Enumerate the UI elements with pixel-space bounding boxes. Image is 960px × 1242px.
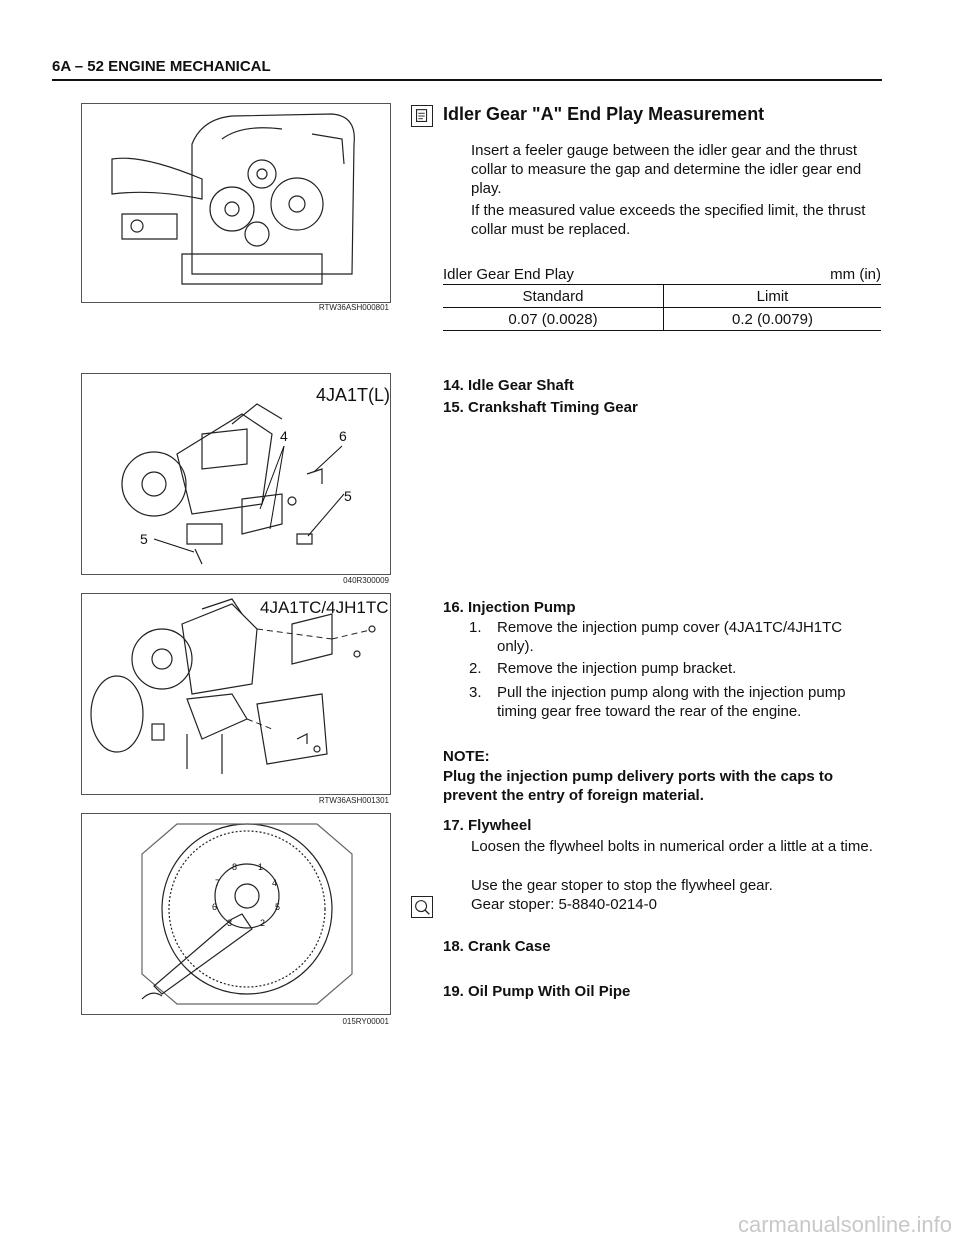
spec-value-limit: 0.2 (0.0079)	[732, 310, 813, 328]
callout-6: 6	[339, 428, 347, 444]
note-label: NOTE:	[443, 748, 490, 765]
figure-label: 4JA1T(L)	[316, 385, 390, 405]
step-15: 15. Crankshaft Timing Gear	[443, 399, 638, 416]
step-19: 19. Oil Pump With Oil Pipe	[443, 983, 631, 1000]
step-18: 18. Crank Case	[443, 938, 551, 955]
spec-value-standard: 0.07 (0.0028)	[443, 308, 664, 331]
flywheel-illustration	[82, 814, 390, 1014]
figure-idle-gear-shaft	[81, 373, 391, 575]
bolt-number-5: 5	[275, 902, 281, 912]
step-16-item-2-num: 2.	[469, 660, 482, 677]
step-17-line-1: Loosen the flywheel bolts in numerical order a little at a time.	[471, 838, 873, 855]
callout-5-right: 5	[344, 488, 352, 504]
step-17-line-2: Use the gear stoper to stop the flywheel gear.	[471, 877, 773, 894]
inspection-icon	[411, 105, 433, 127]
note-text: Plug the injection pump delivery ports with the caps to prevent the entry of foreign material.	[443, 768, 834, 804]
bolt-number-7: 7	[215, 878, 221, 888]
figure-caption: 040R300009	[343, 576, 389, 585]
bolt-number-1: 1	[258, 862, 264, 872]
step-16-item-2: Remove the injection pump bracket.	[497, 660, 737, 677]
figure-flywheel	[81, 813, 391, 1015]
spec-table	[443, 284, 881, 331]
header-rule	[52, 79, 882, 81]
injection-pump-illustration	[82, 594, 390, 794]
step-16-item-1-num: 1.	[469, 619, 482, 636]
step-16-item-3: Pull the injection pump along with the injection pump timing gear free toward the rear of the engine.	[497, 684, 846, 720]
callout-5-left: 5	[140, 531, 148, 547]
figure-caption: RTW36ASH001301	[318, 796, 389, 805]
figure-caption: RTW36ASH000801	[318, 303, 389, 312]
section-paragraph-2: If the measured value exceeds the specified limit, the thrust collar must be replaced.	[471, 202, 866, 238]
page-header: 6A – 52 ENGINE MECHANICAL	[52, 58, 271, 75]
step-17-title: 17. Flywheel	[443, 817, 532, 834]
step-14: 14. Idle Gear Shaft	[443, 377, 574, 394]
step-17-line-3: Gear stoper: 5-8840-0214-0	[471, 896, 657, 913]
pump-bracket-illustration	[82, 374, 390, 574]
bolt-number-2: 2	[260, 918, 266, 928]
step-16-title: 16. Injection Pump	[443, 599, 576, 616]
bolt-number-3: 3	[227, 918, 233, 928]
figure-caption: 015RY00001	[342, 1017, 389, 1026]
figure-idler-gear-measurement	[81, 103, 391, 303]
engine-front-illustration	[82, 104, 390, 302]
spec-label: Idler Gear End Play	[443, 266, 574, 283]
section-paragraph-1: Insert a feeler gauge between the idler gear and the thrust collar to measure the gap and determine the idler gear end play.	[471, 142, 862, 197]
figure-injection-pump	[81, 593, 391, 795]
spec-header-limit: Limit	[756, 287, 789, 305]
watermark: carmanualsonline.info	[737, 1212, 952, 1237]
special-tool-icon	[411, 896, 433, 918]
callout-4: 4	[280, 428, 288, 444]
spec-header-standard: Standard	[443, 285, 664, 308]
section-title: Idler Gear "A" End Play Measurement	[443, 104, 765, 124]
figure-label: 4JA1TC/4JH1TC	[260, 598, 389, 617]
step-16-item-3-num: 3.	[469, 684, 482, 701]
bolt-number-6: 6	[212, 902, 218, 912]
bolt-number-8: 8	[232, 862, 238, 872]
step-16-item-1: Remove the injection pump cover (4JA1TC/4JH1TC only).	[497, 619, 843, 655]
bolt-number-4: 4	[272, 878, 278, 888]
spec-unit: mm (in)	[830, 266, 881, 283]
